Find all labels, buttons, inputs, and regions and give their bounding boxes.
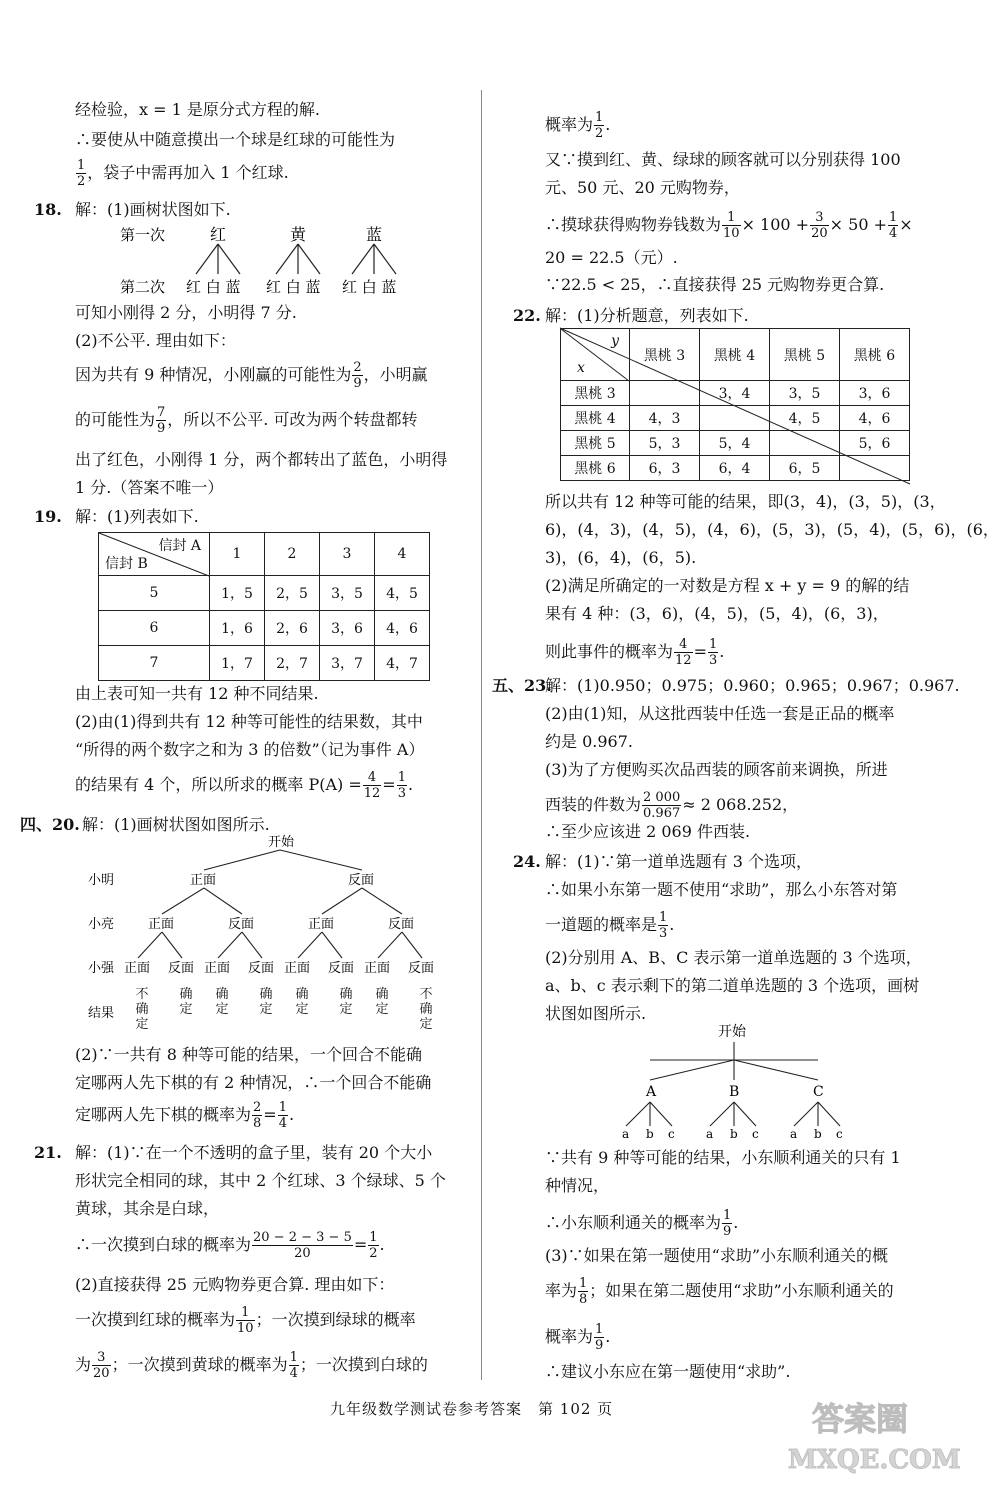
text-line: 为 $\frac{3}{20}$ ；一次摸到黄球的概率为 $\frac{1}{4}$ ；一次摸到白球的 (75, 1350, 428, 1381)
text-line: 解：(1)列表如下. (75, 507, 199, 526)
svg-text:b: b (646, 1127, 654, 1141)
result-label: 确定 (295, 987, 309, 1017)
tree-node: 蓝 (366, 225, 383, 244)
fraction: $\frac{1}{4}$ (278, 1100, 287, 1131)
text-line: ∴小东顺利通关的概率为 $\frac{1}{9}$ . (545, 1208, 739, 1239)
text-line: 黄球，其余是白球， (75, 1199, 220, 1218)
fraction: $\frac{20 - 2 - 3 - 5}{20}$ (253, 1230, 352, 1261)
text-line: (2)满足所确定的一对数是方程 x + y = 9 的解的结 (545, 576, 910, 595)
fraction: $\frac{1}{4}$ (888, 210, 898, 241)
table-row: 黑桃 3 3，4 3，5 3，6 (561, 381, 910, 406)
result-label: 确定 (339, 987, 353, 1017)
svg-text:正面: 正面 (148, 917, 175, 932)
tree-label: 第一次 (120, 226, 166, 244)
svg-text:正面: 正面 (308, 917, 335, 932)
svg-text:正面: 正面 (190, 873, 217, 888)
fraction: $\frac{3}{20}$ (811, 210, 828, 241)
tree-branches (196, 244, 396, 274)
svg-text:a: a (790, 1127, 798, 1141)
svg-text:反面: 反面 (248, 961, 275, 976)
fraction: $\frac{1}{2}$ (595, 110, 604, 141)
text-line: (2)不公平. 理由如下： (75, 331, 236, 350)
fraction: $\frac{1}{10}$ (723, 210, 740, 241)
svg-text:答案圈: 答案圈 (812, 1400, 909, 1438)
watermark-logo (770, 1390, 980, 1476)
text-line: ∴如果小东第一题不使用“求助”，那么小东答对第 (545, 880, 898, 899)
svg-text:反面: 反面 (168, 961, 195, 976)
table-diagonal (560, 328, 910, 484)
question-number: 五、23. (492, 676, 552, 695)
text-line: 解：(1)画树状图如图所示. (82, 815, 270, 834)
svg-text:c: c (836, 1127, 843, 1141)
fraction: $\frac{2 000}{0.967}$ (643, 790, 681, 821)
text-line: a、b、c 表示剩下的第二道单选题的 3 个选项，画树 (545, 976, 920, 995)
question-number: 四、20. (20, 815, 80, 834)
text-line: 解：(1)画树状图如下. (75, 200, 231, 219)
fraction: $\frac{4}{12}$ (363, 770, 381, 801)
svg-text:A: A (646, 1084, 657, 1100)
text-line: ∴摸球获得购物券钱数为 $\frac{1}{10}$ × 100 + $\frac{3}{20}$ × 50 + $\frac{1}{4}$ × (545, 210, 913, 241)
svg-text:开始: 开始 (268, 835, 295, 850)
svg-text:c: c (668, 1127, 675, 1141)
text-line: 元、50 元、20 元购物券， (545, 178, 740, 197)
text-line: 经检验，x = 1 是原分式方程的解. (75, 100, 320, 119)
result-label: 不确定 (135, 987, 149, 1032)
text-line: 约是 0.967. (545, 732, 633, 751)
tree-leaf: 红 白 蓝 (186, 278, 241, 296)
text-line: 6)，(4，3)，(4，5)，(4，6)，(5，3)，(5，4)，(5，6)，(6， (545, 520, 999, 539)
text-line: 的结果有 4 个，所以所求的概率 P(A) = $\frac{4}{12}$ = $\frac{1}{3}$ . (75, 770, 414, 801)
svg-text:正面: 正面 (124, 961, 151, 976)
text-line: 则此事件的概率为 $\frac{4}{12}$ = $\frac{1}{3}$ . (545, 637, 725, 668)
tree-diagram-24 (610, 1020, 860, 1142)
svg-text:小强: 小强 (88, 961, 115, 976)
text-line: ∴建议小东应在第一题使用“求助”. (545, 1362, 791, 1381)
fraction: $\frac{3}{20}$ (93, 1350, 110, 1381)
text-line: 一次摸到红球的概率为 $\frac{1}{10}$ ；一次摸到绿球的概率 (75, 1305, 416, 1336)
text-line: 果有 4 种：(3，6)，(4，5)，(5，4)，(6，3)， (545, 604, 889, 623)
fraction: $\frac{1}{9}$ (723, 1208, 732, 1239)
svg-text:正面: 正面 (204, 961, 231, 976)
text-line: 3)，(6，4)，(6，5). (545, 548, 697, 567)
fraction: $\frac{1}{8}$ (579, 1276, 588, 1307)
tree-node: 黄 (290, 225, 307, 244)
table-header: 黑桃 4 (700, 329, 770, 381)
svg-text:c: c (752, 1127, 759, 1141)
text-line: 形状完全相同的球，其中 2 个红球、3 个绿球、5 个 (75, 1171, 446, 1190)
tree-leaf: 红 白 蓝 (342, 278, 397, 296)
tree-diagram-18 (110, 222, 430, 302)
text-line: 由上表可知一共有 12 种不同结果. (75, 684, 319, 703)
text-line: ∴一次摸到白球的概率为 $\frac{20 - 2 - 3 - 5}{20}$ = $\frac{1}{2}$ . (75, 1230, 385, 1261)
fraction: $\frac{7}{9}$ (157, 405, 166, 436)
table-header: 黑桃 6 (840, 329, 910, 381)
text-line: $\frac{1}{2}$ ，袋子中需再加入 1 个红球. (77, 158, 289, 189)
text-line: (2)分别用 A、B、C 表示第一道单选题的 3 个选项， (545, 948, 922, 967)
text-line: 概率为 $\frac{1}{9}$ . (545, 1322, 611, 1353)
text-line: 西装的件数为 $\frac{2 000}{0.967}$ ≈ 2 068.252， (545, 790, 799, 821)
svg-text:a: a (706, 1127, 714, 1141)
text-line: 解：(1)分析题意，列表如下. (545, 306, 749, 325)
svg-text:b: b (814, 1127, 822, 1141)
text-line: 状图如图所示. (545, 1004, 647, 1023)
fraction: $\frac{1}{2}$ (369, 1230, 378, 1261)
tree-branches (138, 850, 422, 958)
table-row: 5 1，5 2，5 3，5 4，5 (99, 576, 430, 611)
fraction: $\frac{1}{3}$ (397, 770, 406, 801)
page-footer: 九年级数学测试卷参考答案 第 102 页 (330, 1400, 614, 1418)
table-header: 黑桃 5 (770, 329, 840, 381)
svg-text:反面: 反面 (328, 961, 355, 976)
column-divider (481, 90, 482, 1380)
text-line: (2)∵一共有 8 种等可能的结果，一个回合不能确 (75, 1045, 423, 1064)
text-line: 解：(1)∵在一个不透明的盒子里，装有 20 个大小 (75, 1143, 433, 1162)
text-line: (3)为了方便购买次品西装的顾客前来调换，所进 (545, 760, 888, 779)
text-line: 解：(1)∵第一道单选题有 3 个选项， (545, 852, 813, 871)
fraction: $\frac{1}{3}$ (659, 910, 668, 941)
svg-text:正面: 正面 (284, 961, 311, 976)
text-line: 20 = 22.5（元）. (545, 248, 678, 267)
tree-leaf: 红 白 蓝 (266, 278, 321, 296)
tree-label: 第二次 (120, 278, 166, 296)
svg-text:正面: 正面 (364, 961, 391, 976)
fraction: $\frac{1}{4}$ (289, 1350, 298, 1381)
svg-text:b: b (730, 1127, 738, 1141)
table-corner: y x (561, 329, 630, 381)
question-number: 19. (34, 507, 62, 526)
table-row: 黑桃 5 5，3 5，4 5，6 (561, 431, 910, 456)
question-number: 24. (513, 852, 541, 871)
table-19 (98, 532, 430, 681)
table-header: 黑桃 3 (630, 329, 700, 381)
table-header: 3 (320, 533, 375, 576)
text-line: ∵共有 9 种等可能的结果，小东顺利通关的只有 1 (545, 1148, 901, 1167)
svg-text:反面: 反面 (228, 917, 255, 932)
table-row: 黑桃 4 4，3 4，5 4，6 (561, 406, 910, 431)
svg-text:B: B (729, 1084, 740, 1100)
result-label: 确定 (215, 987, 229, 1017)
result-label: 确定 (375, 987, 389, 1017)
svg-text:反面: 反面 (408, 961, 435, 976)
text-line: 的可能性为 $\frac{7}{9}$ ，所以不公平. 可改为两个转盘都转 (75, 405, 418, 436)
question-number: 21. (34, 1143, 62, 1162)
text-line: 定哪两人先下棋的有 2 种情况，∴一个回合不能确 (75, 1073, 432, 1092)
text-line: (2)由(1)得到共有 12 种等可能性的结果数，其中 (75, 712, 423, 731)
result-label: 不确定 (419, 987, 433, 1032)
table-header: 1 (210, 533, 265, 576)
text-line: ∴至少应该进 2 069 件西装. (545, 822, 751, 841)
result-label: 确定 (179, 987, 193, 1017)
table-row: 6 1，6 2，6 3，6 4，6 (99, 611, 430, 646)
table-header: 4 (375, 533, 430, 576)
table-corner: 信封 A 信封 B (99, 533, 210, 576)
svg-text:结果: 结果 (88, 1006, 115, 1021)
question-number: 18. (34, 200, 62, 219)
svg-text:C: C (813, 1084, 824, 1100)
text-line: ∵22.5 < 25，∴直接获得 25 元购物券更合算. (545, 275, 885, 294)
text-line: 因为共有 9 种情况，小刚赢的可能性为 $\frac{2}{9}$ ，小明赢 (75, 360, 428, 391)
text-line: 可知小刚得 2 分，小明得 7 分. (75, 303, 297, 322)
text-line: 率为 $\frac{1}{8}$ ；如果在第二题使用“求助”小东顺利通关的 (545, 1276, 894, 1307)
fraction: $\frac{1}{2}$ (77, 158, 86, 189)
text-line: 一道题的概率是 $\frac{1}{3}$ . (545, 910, 675, 941)
text-line: “所得的两个数字之和为 3 的倍数”（记为事件 A） (75, 740, 425, 759)
text-line: 种情况， (545, 1176, 610, 1195)
result-label: 确定 (259, 987, 273, 1017)
fraction: $\frac{4}{12}$ (675, 637, 692, 668)
fraction: $\frac{2}{8}$ (253, 1100, 262, 1131)
fraction: $\frac{1}{10}$ (237, 1305, 254, 1336)
svg-text:小亮: 小亮 (88, 917, 115, 932)
text-line: ∴要使从中随意摸出一个球是红球的可能性为 (75, 130, 396, 149)
svg-text:反面: 反面 (388, 917, 415, 932)
text-line: 定哪两人先下棋的概率为 $\frac{2}{8}$ = $\frac{1}{4}$ . (75, 1100, 295, 1131)
tree-node: 红 (210, 225, 227, 244)
table-row: 7 1，7 2，7 3，7 4，7 (99, 646, 430, 681)
svg-text:开始: 开始 (718, 1024, 746, 1040)
svg-text:反面: 反面 (348, 873, 375, 888)
text-line: 又∵摸到红、黄、绿球的顾客就可以分别获得 100 (545, 150, 901, 169)
text-line: (2)由(1)知，从这批西装中任选一套是正品的概率 (545, 704, 895, 723)
fraction: $\frac{1}{3}$ (708, 637, 718, 668)
fraction: $\frac{2}{9}$ (353, 360, 362, 391)
table-header: 2 (265, 533, 320, 576)
fraction: $\frac{1}{9}$ (595, 1322, 604, 1353)
text-line: 所以共有 12 种等可能的结果，即(3，4)，(3，5)，(3， (545, 492, 946, 511)
text-line: 1 分.（答案不唯一） (75, 478, 224, 497)
question-number: 22. (513, 306, 541, 325)
svg-text:小明: 小明 (88, 873, 115, 888)
text-line: 出了红色，小刚得 1 分，两个都转出了蓝色，小明得 (75, 450, 448, 469)
svg-text:a: a (622, 1127, 630, 1141)
text-line: 概率为 $\frac{1}{2}$ . (545, 110, 611, 141)
table-22-wrap (560, 328, 910, 484)
text-line: (3)∵如果在第一题使用“求助”小东顺利通关的概 (545, 1246, 889, 1265)
text-line: 解：(1)0.950；0.975；0.960；0.965；0.967；0.967. (545, 676, 960, 695)
text-line: (2)直接获得 25 元购物券更合算. 理由如下： (75, 1275, 395, 1294)
table-row: 黑桃 6 6，3 6，4 6，5 (561, 456, 910, 481)
svg-text:MXQE.COM: MXQE.COM (788, 1445, 961, 1475)
